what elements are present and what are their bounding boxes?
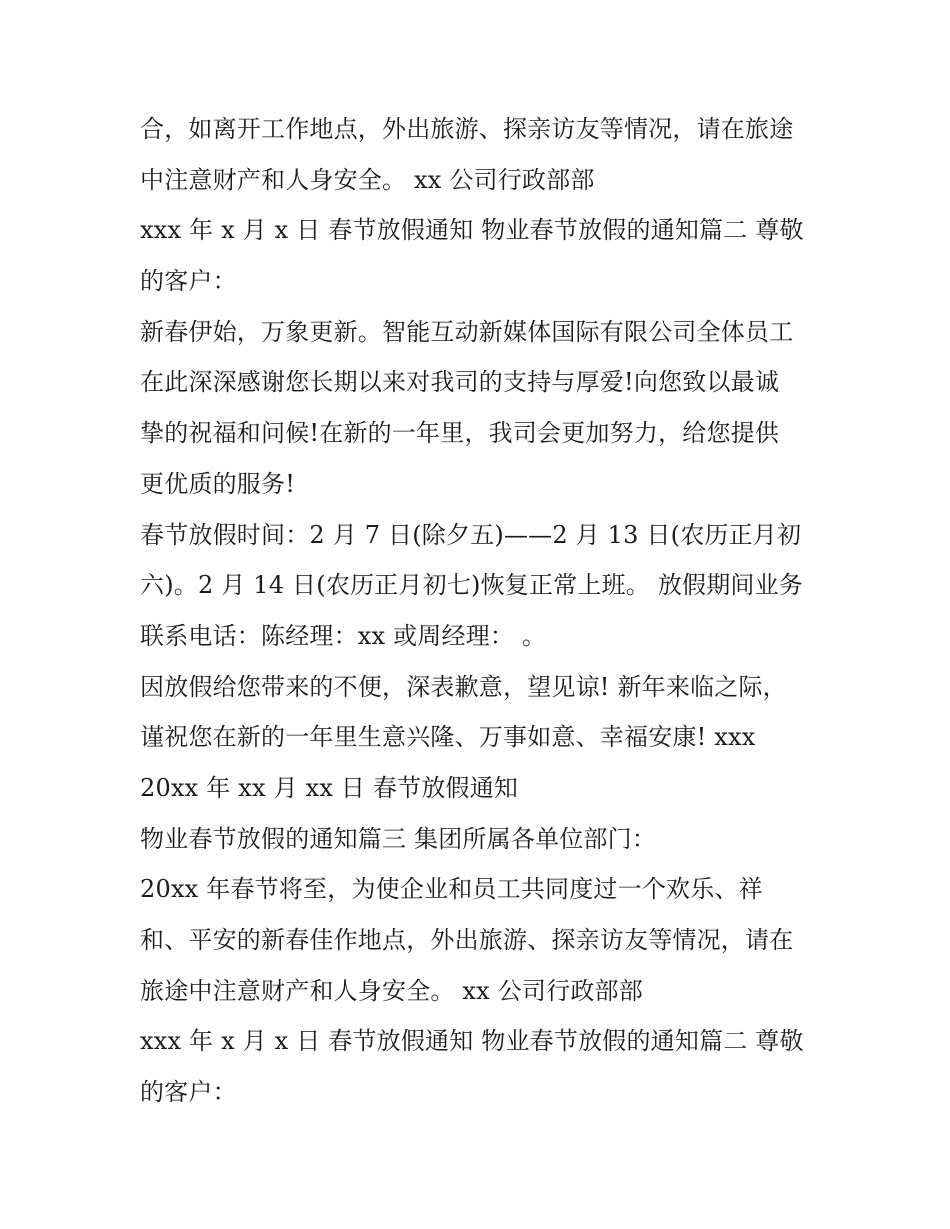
text-line-11: 联系电话：陈经理：xx 或周经理： 。: [140, 621, 547, 650]
text-line-19: xxx 年 x 月 x 日 春节放假通知 物业春节放假的通知篇二 尊敬: [140, 1027, 804, 1056]
text-line-15: 物业春节放假的通知篇三 集团所属各单位部门：: [140, 824, 657, 853]
text-line-14: 20xx 年 xx 月 xx 日 春节放假通知: [140, 773, 519, 802]
text-line-1: 合，如离开工作地点，外出旅游、探亲访友等情况，请在旅途: [140, 115, 794, 143]
text-line-20: 的客户：: [140, 1078, 237, 1107]
text-line-4: 的客户：: [140, 267, 237, 296]
text-line-3: xxx 年 x 月 x 日 春节放假通知 物业春节放假的通知篇二 尊敬: [140, 216, 804, 245]
text-line-16: 20xx 年春节将至，为使企业和员工共同度过一个欢乐、祥: [140, 875, 763, 904]
text-line-13: 谨祝您在新的一年里生意兴隆、万事如意、幸福安康! xxx: [140, 723, 756, 752]
text-line-17: 和、平安的新春佳作地点，外出旅游、探亲访友等情况，请在: [140, 926, 794, 954]
text-line-12: 因放假给您带来的不便，深表歉意，望见谅! 新年来临之际，: [140, 672, 787, 701]
document-body: [140, 104, 820, 1118]
text-line-8: 更优质的服务!: [140, 469, 296, 498]
text-line-5: 新春伊始，万象更新。智能互动新媒体国际有限公司全体员工: [140, 317, 794, 346]
text-line-10: 六)。2 月 14 日(农历正月初七)恢复正常上班。 放假期间业务: [140, 571, 804, 600]
text-line-2: 中注意财产和人身安全。 xx 公司行政部部: [140, 165, 595, 194]
text-line-6: 在此深深感谢您长期以来对我司的支持与厚爱!向您致以最诚: [140, 368, 780, 397]
text-line-18: 旅途中注意财产和人身安全。 xx 公司行政部部: [140, 976, 643, 1005]
text-line-7: 挚的祝福和问候!在新的一年里，我司会更加努力，给您提供: [140, 419, 780, 448]
text-line-9: 春节放假时间：2 月 7 日(除夕五)——2 月 13 日(农历正月初: [140, 520, 802, 549]
